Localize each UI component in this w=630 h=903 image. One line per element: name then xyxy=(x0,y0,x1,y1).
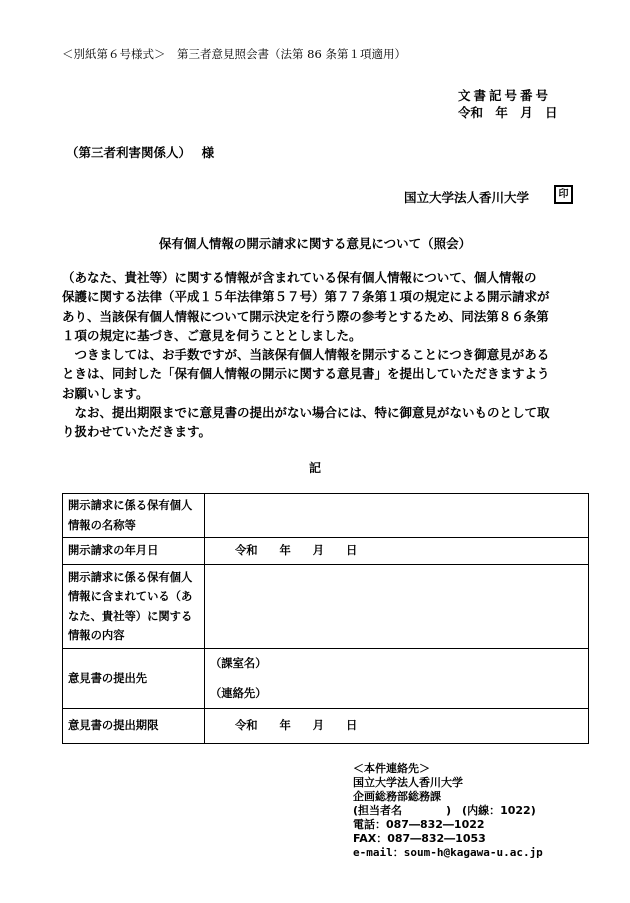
table-value-cell xyxy=(205,709,589,744)
contact-heading: ＜本件連絡先＞ xyxy=(353,762,430,775)
table-row xyxy=(63,494,589,538)
table-label-cell: 意見書の提出先 xyxy=(63,649,205,709)
table-value-cell xyxy=(205,494,589,538)
contact-dept: 企画総務部総務課 xyxy=(353,790,441,803)
addressee: （第三者利害関係人） 様 xyxy=(66,145,215,160)
body-line: り扱わせていただきます。 xyxy=(62,424,212,440)
ki-heading: 記 xyxy=(308,461,321,475)
body-line: １項の規定に基づき、ご意見を伺うこととしました。 xyxy=(62,327,362,343)
body-line: お願いします。 xyxy=(62,385,149,401)
table-label-cell: 開示請求の年月日 xyxy=(63,538,205,565)
body-line: つきましては、お手数ですが、当該保有個人情報を開示することにつき御意見がある xyxy=(62,347,550,363)
table-value-cell xyxy=(205,649,589,709)
label-line: 情報の名称等 xyxy=(68,518,136,532)
contact-fax: FAX：087―832―1053 xyxy=(353,832,486,845)
seal-icon: 印 xyxy=(554,185,573,204)
contact-org: 国立大学法人香川大学 xyxy=(353,776,463,789)
label-line: なた、貴社等）に関する xyxy=(68,609,193,623)
body-line: （あなた、貴社等）に関する情報が含まれている保有個人情報について、個人情報の xyxy=(62,270,537,285)
table-row xyxy=(63,709,589,744)
table-label-cell: 意見書の提出期限 xyxy=(63,709,205,744)
table-label-cell xyxy=(63,565,205,649)
form-reference: ＜別紙第６号様式＞ 第三者意見照会書（法第 86 条第１項適用） xyxy=(62,47,406,61)
contact-block xyxy=(353,762,543,860)
body-line: なお、提出期限までに意見書の提出がない場合には、特に御意見がないものとして取 xyxy=(62,405,550,421)
contact-email: e-mail：soum-h@kagawa-u.ac.jp xyxy=(353,846,543,859)
table-label-cell xyxy=(63,494,205,538)
body-line: あり、当該保有個人情報について開示決定を行う際の参考とするため、同法第８６条第 xyxy=(62,308,549,324)
issuer-name: 国立大学法人香川大学 xyxy=(404,190,530,205)
table-value-cell xyxy=(205,538,589,565)
deadline-date-value: 令和 年 月 日 xyxy=(235,719,358,733)
document-date: 令和 年 月 日 xyxy=(458,105,558,120)
body-paragraphs xyxy=(62,268,582,442)
label-line: 情報に含まれている（あ xyxy=(68,590,193,603)
destination-contact: （連絡先） xyxy=(210,686,267,700)
contact-phone: 電話：087―832―1022 xyxy=(353,818,485,831)
label-line: 開示請求に係る保有個人 xyxy=(68,499,193,512)
request-date-value: 令和 年 月 日 xyxy=(235,544,358,558)
table-row xyxy=(63,565,589,649)
table-row xyxy=(63,649,589,709)
document-title: 保有個人情報の開示請求に関する意見について（照会） xyxy=(158,236,472,251)
info-table xyxy=(62,493,589,744)
label-line: 情報の内容 xyxy=(68,629,125,642)
document-number-label: 文書記号番号 xyxy=(458,88,552,103)
label-line: 開示請求に係る保有個人 xyxy=(68,570,193,584)
destination-section: （課室名） xyxy=(210,657,267,670)
table-row xyxy=(63,538,589,565)
body-line: ときは、同封した「保有個人情報の開示に関する意見書」を提出していただきますよう xyxy=(62,366,550,382)
table-value-cell xyxy=(205,565,589,649)
body-line: 保護に関する法律（平成１５年法律第５７号）第７７条第１項の規定による開示請求が xyxy=(62,289,550,305)
contact-person: (担当者名 ) (内線：1022) xyxy=(353,804,536,817)
